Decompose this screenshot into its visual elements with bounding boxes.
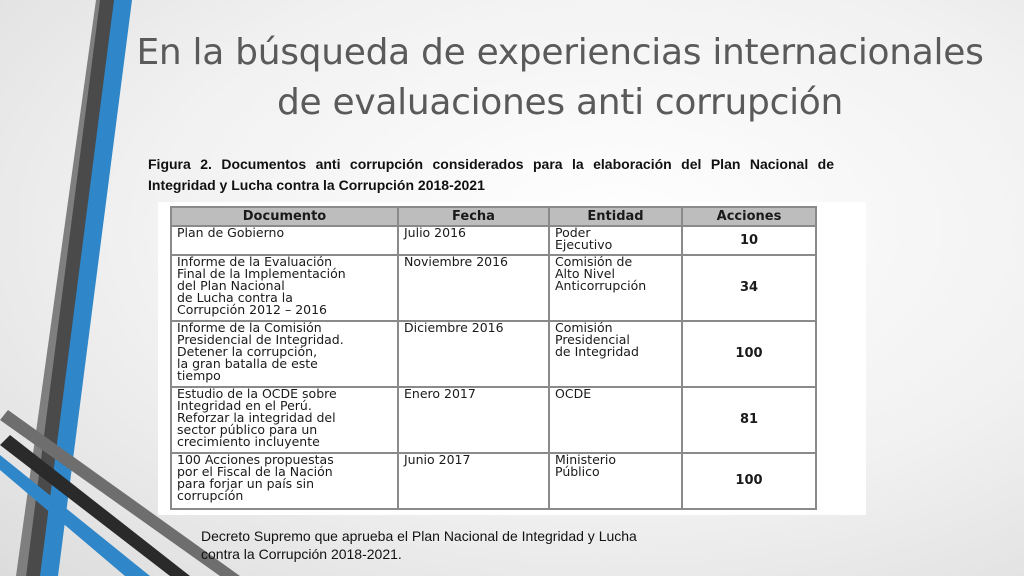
figure-caption: Figura 2. Documentos anti corrupción considerados para la elaboración del Plan Nacional de Integridad y Lucha contra la Corrupción 2018-2021 [148, 156, 834, 193]
cell-documento [171, 226, 398, 255]
title-line-1: En la búsqueda de experiencias internacionales [136, 32, 984, 73]
cell-acciones: 100 [682, 453, 816, 509]
slide-title [120, 28, 1000, 128]
table-row [171, 321, 816, 387]
table-row [171, 255, 816, 321]
table-row [171, 387, 816, 453]
column-header-fecha: Fecha [398, 207, 549, 226]
entidad-text: Ministerio Público [555, 453, 617, 479]
cell-acciones: 34 [682, 255, 816, 321]
column-header-acciones: Acciones [682, 207, 816, 226]
entidad-text: Poder Ejecutivo [555, 226, 613, 252]
table-row [171, 226, 816, 255]
table-header-row [171, 207, 816, 226]
cell-acciones: 81 [682, 387, 816, 453]
cell-documento [171, 453, 398, 509]
column-header-documento: Documento [171, 207, 398, 226]
table-figure [158, 202, 866, 515]
documento-text: Informe de la Comisión Presidencial de Integridad. Detener la corrupción, la gran batalla de este tiempo [177, 321, 344, 383]
documento-text: Estudio de la OCDE sobre Integridad en el Perú. Reforzar la integridad del sector público para un crecimiento incluyente [177, 387, 337, 449]
cell-fecha: Enero 2017 [398, 387, 549, 453]
cell-fecha: Diciembre 2016 [398, 321, 549, 387]
title-line-2: de evaluaciones anti corrupción [276, 82, 844, 123]
cell-fecha: Noviembre 2016 [398, 255, 549, 321]
documento-text: 100 Acciones propuestas por el Fiscal de la Nación para forjar un país sin corrupción [177, 453, 334, 503]
cell-entidad [549, 387, 682, 453]
source-footnote [201, 527, 701, 563]
column-header-entidad: Entidad [549, 207, 682, 226]
cell-entidad [549, 255, 682, 321]
cell-entidad [549, 226, 682, 255]
documento-text: Informe de la Evaluación Final de la Implementación del Plan Nacional de Lucha contra la Corrupción 2012 – 2016 [177, 255, 346, 317]
cell-entidad [549, 321, 682, 387]
cell-fecha: Julio 2016 [398, 226, 549, 255]
cell-documento [171, 387, 398, 453]
cell-entidad [549, 453, 682, 509]
footnote-line-1: Decreto Supremo que aprueba el Plan Nacional de Integridad y Lucha [201, 528, 637, 544]
cell-acciones: 10 [682, 226, 816, 255]
documento-text: Plan de Gobierno [177, 226, 285, 240]
entidad-text: Comisión de Alto Nivel Anticorrupción [555, 255, 647, 293]
table-row [171, 453, 816, 509]
footnote-line-2: contra la Corrupción 2018-2021. [201, 546, 402, 562]
entidad-text: OCDE [555, 387, 592, 401]
documents-table [170, 206, 817, 510]
entidad-text: Comisión Presidencial de Integridad [555, 321, 639, 359]
cell-fecha: Junio 2017 [398, 453, 549, 509]
cell-documento [171, 321, 398, 387]
cell-documento [171, 255, 398, 321]
cell-acciones: 100 [682, 321, 816, 387]
